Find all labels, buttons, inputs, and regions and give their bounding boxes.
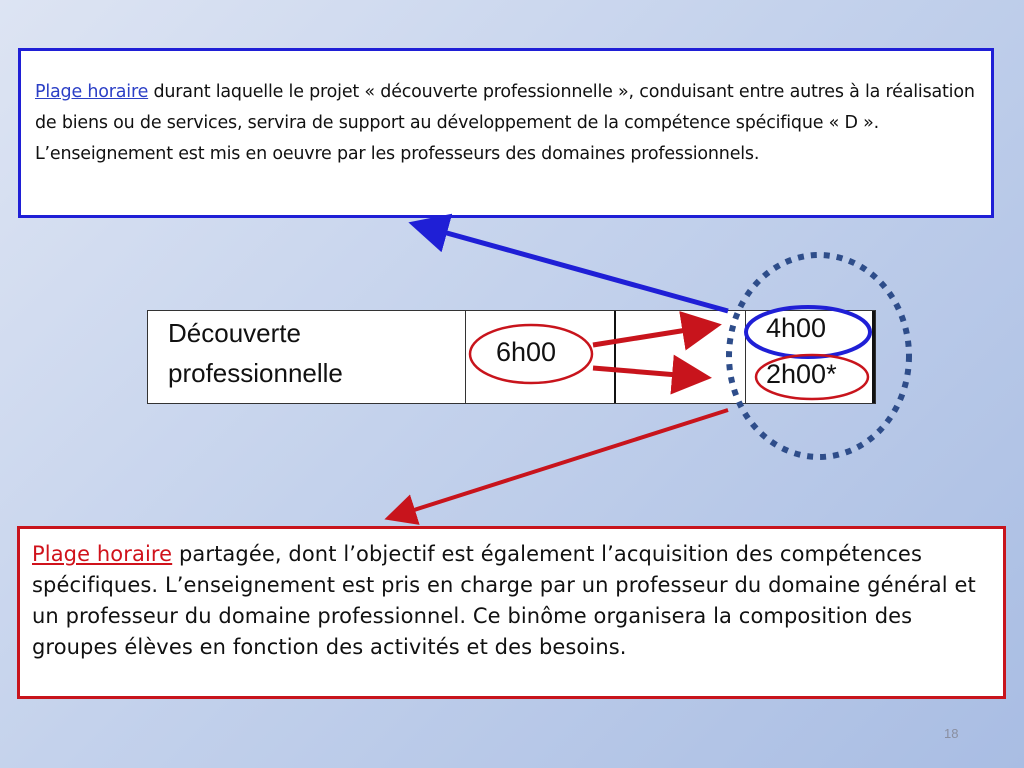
arrow-6h-to-4h xyxy=(593,326,712,345)
plage-horaire-link-top[interactable]: Plage horaire xyxy=(35,82,149,102)
course-label: Découverte professionnelle xyxy=(168,318,343,388)
ellipse-2h00 xyxy=(756,355,868,399)
hours-total: 6h00 xyxy=(496,337,557,367)
arrow-to-top-box xyxy=(418,225,728,311)
ellipse-4h00 xyxy=(746,307,870,357)
arrow-6h-to-2h xyxy=(593,368,702,377)
bottom-box-text: partagée, dont l’objectif est également l’acquisition des compétences spécifiques. L’enseignement est pris en charge par un professeur du domaine général et un professeur du domaine professionnel. Ce binôme organisera la composition des groupes élèves en fonction des activités et des besoins. xyxy=(32,542,976,659)
arrow-to-bottom-box xyxy=(392,410,728,517)
top-box-text: durant laquelle le projet « découverte professionnelle », conduisant entre autres à la réalisation de biens ou de services, servira de support au développement de la compétence spécifique « D ». L’enseignement est mis en oeuvre par les professeurs des domaines professionnels. xyxy=(35,82,975,164)
plage-horaire-link-bottom[interactable]: Plage horaire xyxy=(32,542,173,566)
page-number: 18 xyxy=(944,726,959,741)
hours-professional: 4h00 xyxy=(766,313,827,343)
ellipse-6h00 xyxy=(470,325,592,383)
hours-shared: 2h00* xyxy=(766,359,837,389)
bottom-info-box xyxy=(17,526,1006,699)
